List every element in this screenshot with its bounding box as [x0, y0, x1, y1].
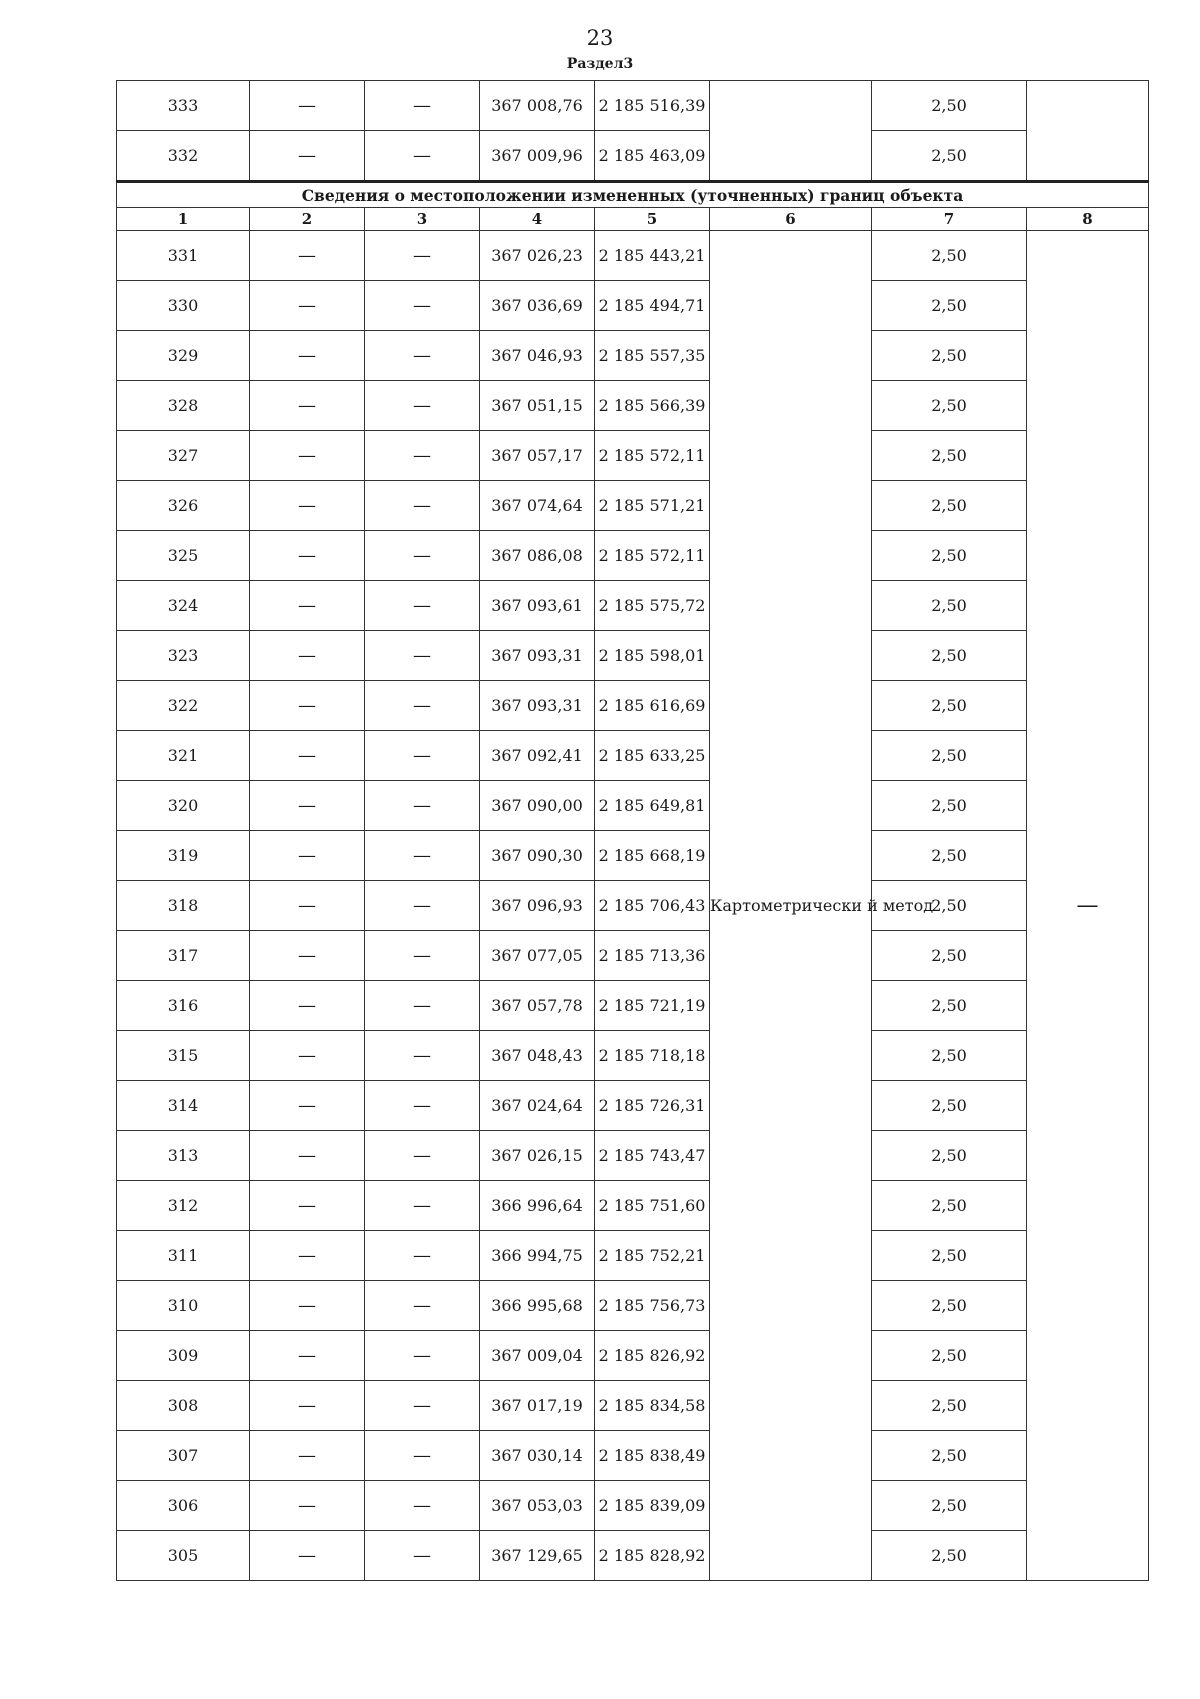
point-number-cell: 315 [117, 1031, 250, 1081]
y-coordinate-cell: 2 185 756,73 [595, 1281, 710, 1331]
dash-cell: — [250, 331, 365, 381]
table-row [117, 1081, 1149, 1131]
y-coordinate-cell: 2 185 718,18 [595, 1031, 710, 1081]
x-coordinate-cell: 367 051,15 [480, 381, 595, 431]
column-number-cell: 8 [1027, 208, 1149, 231]
dash-cell: — [365, 81, 480, 131]
accuracy-cell: 2,50 [872, 481, 1027, 531]
point-number-cell: 329 [117, 331, 250, 381]
accuracy-cell: 2,50 [872, 381, 1027, 431]
accuracy-cell: 2,50 [872, 81, 1027, 131]
dash-cell: — [250, 881, 365, 931]
point-number-cell: 331 [117, 231, 250, 281]
section-title: Раздел3 [566, 56, 634, 72]
point-number-cell: 311 [117, 1231, 250, 1281]
dash-cell: — [365, 1281, 480, 1331]
dash-cell: — [365, 881, 480, 931]
x-coordinate-cell: 367 074,64 [480, 481, 595, 531]
dash-cell: — [250, 381, 365, 431]
table-row [117, 981, 1149, 1031]
dash-cell: — [250, 681, 365, 731]
y-coordinate-cell: 2 185 649,81 [595, 781, 710, 831]
accuracy-cell: 2,50 [872, 1331, 1027, 1381]
y-coordinate-cell: 2 185 726,31 [595, 1081, 710, 1131]
dash-cell: — [365, 331, 480, 381]
y-coordinate-cell: 2 185 566,39 [595, 381, 710, 431]
point-number-cell: 323 [117, 631, 250, 681]
table-row [117, 1281, 1149, 1331]
dash-cell: — [365, 1431, 480, 1481]
dash-cell: — [250, 481, 365, 531]
y-coordinate-cell: 2 185 463,09 [595, 131, 710, 182]
x-coordinate-cell: 367 093,31 [480, 681, 595, 731]
table-row [117, 831, 1149, 881]
dash-cell: — [250, 81, 365, 131]
y-coordinate-cell: 2 185 713,36 [595, 931, 710, 981]
dash-cell: — [365, 431, 480, 481]
method-cell: Картометрически й метод [710, 231, 872, 1581]
column-number-cell: 6 [710, 208, 872, 231]
accuracy-cell: 2,50 [872, 1081, 1027, 1131]
point-number-cell: 322 [117, 681, 250, 731]
table-row [117, 81, 1149, 131]
table-row [117, 731, 1149, 781]
table-row [117, 231, 1149, 281]
table-row [117, 631, 1149, 681]
y-coordinate-cell: 2 185 443,21 [595, 231, 710, 281]
table-title: Сведения о местоположении измененных (уточненных) границ объекта [117, 182, 1149, 208]
table-row [117, 481, 1149, 531]
x-coordinate-cell: 367 090,00 [480, 781, 595, 831]
x-coordinate-cell: 366 995,68 [480, 1281, 595, 1331]
y-coordinate-cell: 2 185 834,58 [595, 1381, 710, 1431]
y-coordinate-cell: 2 185 598,01 [595, 631, 710, 681]
dash-cell: — [365, 1331, 480, 1381]
dash-cell: — [250, 1181, 365, 1231]
dash-cell: — [250, 831, 365, 881]
accuracy-cell: 2,50 [872, 1481, 1027, 1531]
dash-cell: — [250, 1381, 365, 1431]
column-number-cell: 5 [595, 208, 710, 231]
table-row [117, 1531, 1149, 1581]
y-coordinate-cell: 2 185 721,19 [595, 981, 710, 1031]
x-coordinate-cell: 367 009,96 [480, 131, 595, 182]
y-coordinate-cell: 2 185 752,21 [595, 1231, 710, 1281]
x-coordinate-cell: 367 030,14 [480, 1431, 595, 1481]
dash-cell: — [365, 1231, 480, 1281]
table-row [117, 381, 1149, 431]
accuracy-cell: 2,50 [872, 831, 1027, 881]
method-cell-empty [710, 81, 872, 182]
dash-cell: — [250, 781, 365, 831]
dash-cell: — [250, 1281, 365, 1331]
dash-cell: — [250, 1081, 365, 1131]
column-number-cell: 3 [365, 208, 480, 231]
table-row [117, 1431, 1149, 1481]
y-coordinate-cell: 2 185 743,47 [595, 1131, 710, 1181]
dash-cell: — [250, 1331, 365, 1381]
accuracy-cell: 2,50 [872, 681, 1027, 731]
dash-cell: — [365, 831, 480, 881]
y-coordinate-cell: 2 185 838,49 [595, 1431, 710, 1481]
table-row [117, 881, 1149, 931]
table-row [117, 581, 1149, 631]
x-coordinate-cell: 367 057,17 [480, 431, 595, 481]
x-coordinate-cell: 367 046,93 [480, 331, 595, 381]
point-number-cell: 325 [117, 531, 250, 581]
page-number: 23 [586, 26, 614, 50]
dash-cell: — [365, 131, 480, 182]
dash-cell: — [365, 981, 480, 1031]
dash-cell: — [250, 1431, 365, 1481]
y-coordinate-cell: 2 185 494,71 [595, 281, 710, 331]
accuracy-cell: 2,50 [872, 931, 1027, 981]
x-coordinate-cell: 367 057,78 [480, 981, 595, 1031]
table-row [117, 1481, 1149, 1531]
x-coordinate-cell: 367 008,76 [480, 81, 595, 131]
y-coordinate-cell: 2 185 706,43 [595, 881, 710, 931]
accuracy-cell: 2,50 [872, 431, 1027, 481]
accuracy-cell: 2,50 [872, 331, 1027, 381]
point-number-cell: 327 [117, 431, 250, 481]
dash-cell: — [365, 481, 480, 531]
table-row [117, 681, 1149, 731]
y-coordinate-cell: 2 185 575,72 [595, 581, 710, 631]
dash-cell: — [365, 531, 480, 581]
y-coordinate-cell: 2 185 516,39 [595, 81, 710, 131]
y-coordinate-cell: 2 185 751,60 [595, 1181, 710, 1231]
point-number-cell: 330 [117, 281, 250, 331]
point-number-cell: 318 [117, 881, 250, 931]
dash-cell: — [250, 281, 365, 331]
x-coordinate-cell: 367 129,65 [480, 1531, 595, 1581]
point-number-cell: 306 [117, 1481, 250, 1531]
accuracy-cell: 2,50 [872, 1131, 1027, 1181]
table-row [117, 931, 1149, 981]
column-number-cell: 4 [480, 208, 595, 231]
x-coordinate-cell: 367 092,41 [480, 731, 595, 781]
table-title-row [117, 182, 1149, 208]
point-number-cell: 305 [117, 1531, 250, 1581]
dash-cell: — [365, 781, 480, 831]
x-coordinate-cell: 367 086,08 [480, 531, 595, 581]
dash-cell: — [250, 1531, 365, 1581]
dash-cell: — [250, 931, 365, 981]
table-row [117, 1331, 1149, 1381]
y-coordinate-cell: 2 185 572,11 [595, 431, 710, 481]
accuracy-cell: 2,50 [872, 1031, 1027, 1081]
point-number-cell: 309 [117, 1331, 250, 1381]
dash-cell: — [365, 1031, 480, 1081]
dash-cell: — [250, 231, 365, 281]
accuracy-cell: 2,50 [872, 731, 1027, 781]
dash-cell: — [365, 581, 480, 631]
dash-cell: — [250, 981, 365, 1031]
point-number-cell: 316 [117, 981, 250, 1031]
y-coordinate-cell: 2 185 571,21 [595, 481, 710, 531]
dash-cell: — [365, 681, 480, 731]
column-number-cell: 2 [250, 208, 365, 231]
point-number-cell: 324 [117, 581, 250, 631]
x-coordinate-cell: 367 093,31 [480, 631, 595, 681]
accuracy-cell: 2,50 [872, 1231, 1027, 1281]
dash-cell: — [250, 1131, 365, 1181]
dash-cell: — [365, 631, 480, 681]
dash-cell: — [250, 581, 365, 631]
accuracy-cell: 2,50 [872, 531, 1027, 581]
dash-cell: — [250, 531, 365, 581]
accuracy-cell: 2,50 [872, 1281, 1027, 1331]
dash-cell: — [365, 281, 480, 331]
dash-cell: — [365, 1081, 480, 1131]
dash-cell: — [365, 1131, 480, 1181]
dash-cell: — [250, 731, 365, 781]
dash-cell: — [250, 431, 365, 481]
accuracy-cell: 2,50 [872, 581, 1027, 631]
y-coordinate-cell: 2 185 633,25 [595, 731, 710, 781]
dash-cell: — [365, 1381, 480, 1431]
column-8-cell-empty [1027, 81, 1149, 182]
dash-cell: — [365, 231, 480, 281]
table-row [117, 331, 1149, 381]
column-number-row [117, 208, 1149, 231]
x-coordinate-cell: 367 090,30 [480, 831, 595, 881]
dash-cell: — [250, 631, 365, 681]
point-number-cell: 310 [117, 1281, 250, 1331]
accuracy-cell: 2,50 [872, 231, 1027, 281]
x-coordinate-cell: 367 026,23 [480, 231, 595, 281]
accuracy-cell: 2,50 [872, 981, 1027, 1031]
x-coordinate-cell: 367 026,15 [480, 1131, 595, 1181]
accuracy-cell: 2,50 [872, 1181, 1027, 1231]
accuracy-cell: 2,50 [872, 131, 1027, 182]
accuracy-cell: 2,50 [872, 631, 1027, 681]
table-row [117, 1181, 1149, 1231]
table-row [117, 131, 1149, 182]
table-row [117, 1031, 1149, 1081]
table-row [117, 431, 1149, 481]
x-coordinate-cell: 367 093,61 [480, 581, 595, 631]
table-body [117, 81, 1149, 1581]
x-coordinate-cell: 367 024,64 [480, 1081, 595, 1131]
x-coordinate-cell: 367 036,69 [480, 281, 595, 331]
table-row [117, 281, 1149, 331]
y-coordinate-cell: 2 185 828,92 [595, 1531, 710, 1581]
dash-cell: — [250, 1481, 365, 1531]
x-coordinate-cell: 367 048,43 [480, 1031, 595, 1081]
x-coordinate-cell: 367 017,19 [480, 1381, 595, 1431]
dash-cell: — [365, 381, 480, 431]
point-number-cell: 317 [117, 931, 250, 981]
point-number-cell: 313 [117, 1131, 250, 1181]
coordinates-table [116, 80, 1149, 1581]
column-number-cell: 7 [872, 208, 1027, 231]
y-coordinate-cell: 2 185 572,11 [595, 531, 710, 581]
point-number-cell: 307 [117, 1431, 250, 1481]
column-8-cell: — [1027, 231, 1149, 1581]
point-number-cell: 333 [117, 81, 250, 131]
table-row [117, 1131, 1149, 1181]
accuracy-cell: 2,50 [872, 1431, 1027, 1481]
dash-cell: — [365, 731, 480, 781]
dash-cell: — [365, 1181, 480, 1231]
dash-cell: — [250, 131, 365, 182]
point-number-cell: 314 [117, 1081, 250, 1131]
accuracy-cell: 2,50 [872, 1381, 1027, 1431]
x-coordinate-cell: 367 053,03 [480, 1481, 595, 1531]
accuracy-cell: 2,50 [872, 781, 1027, 831]
point-number-cell: 320 [117, 781, 250, 831]
y-coordinate-cell: 2 185 616,69 [595, 681, 710, 731]
point-number-cell: 321 [117, 731, 250, 781]
point-number-cell: 312 [117, 1181, 250, 1231]
table-row [117, 781, 1149, 831]
x-coordinate-cell: 367 077,05 [480, 931, 595, 981]
dash-cell: — [365, 1531, 480, 1581]
x-coordinate-cell: 367 096,93 [480, 881, 595, 931]
table-row [117, 1381, 1149, 1431]
dash-cell: — [250, 1031, 365, 1081]
table-row [117, 1231, 1149, 1281]
accuracy-cell: 2,50 [872, 881, 1027, 931]
point-number-cell: 332 [117, 131, 250, 182]
column-number-cell: 1 [117, 208, 250, 231]
y-coordinate-cell: 2 185 557,35 [595, 331, 710, 381]
table-row [117, 531, 1149, 581]
y-coordinate-cell: 2 185 839,09 [595, 1481, 710, 1531]
x-coordinate-cell: 367 009,04 [480, 1331, 595, 1381]
x-coordinate-cell: 366 996,64 [480, 1181, 595, 1231]
dash-cell: — [365, 931, 480, 981]
point-number-cell: 308 [117, 1381, 250, 1431]
point-number-cell: 326 [117, 481, 250, 531]
dash-cell: — [250, 1231, 365, 1281]
y-coordinate-cell: 2 185 826,92 [595, 1331, 710, 1381]
x-coordinate-cell: 366 994,75 [480, 1231, 595, 1281]
dash-cell: — [365, 1481, 480, 1531]
point-number-cell: 328 [117, 381, 250, 431]
y-coordinate-cell: 2 185 668,19 [595, 831, 710, 881]
accuracy-cell: 2,50 [872, 281, 1027, 331]
point-number-cell: 319 [117, 831, 250, 881]
accuracy-cell: 2,50 [872, 1531, 1027, 1581]
